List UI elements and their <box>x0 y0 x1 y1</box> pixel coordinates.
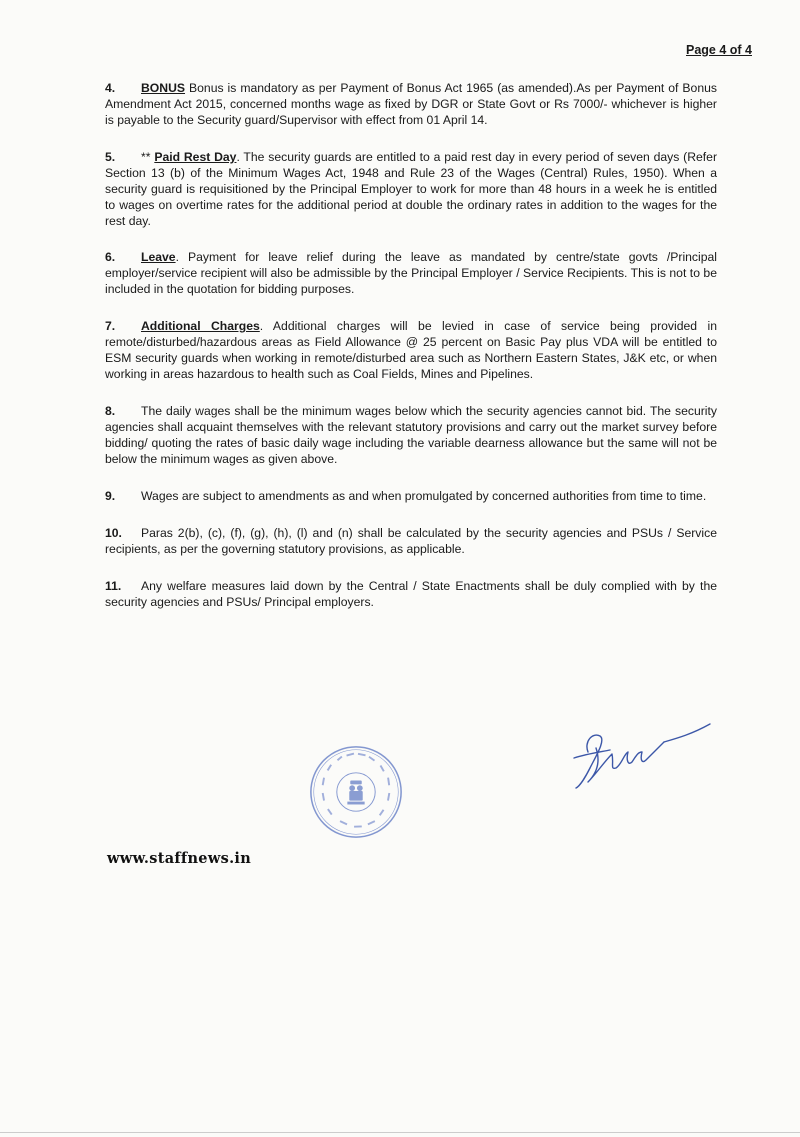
paragraph-text: . Additional charges will be levied in case of service being provided in remote/disturbed/hazardous areas as Field Allowance @ 25 percent on Basic Pay plus VDA will be entitled to ESM security guards when working in remote/disturbed area such as Northern Eastern States, J&K etc, or when working in areas hazardous to health such as Coal Fields, Mines and Pipelines. <box>105 319 717 381</box>
paragraph-10 <box>105 525 717 557</box>
paragraph-9 <box>105 488 717 504</box>
paragraph-marker: ** <box>141 150 155 164</box>
paragraph-7 <box>105 318 717 382</box>
paragraph-number: 7. <box>105 319 116 333</box>
paragraph-text: . Payment for leave relief during the leave as mandated by centre/state govts /Principal employer/service recipient will also be admissible by the Principal Employer / Service Recipients. This is not to be included in the quotation for bidding purposes. <box>105 250 717 296</box>
paragraph-number: 6. <box>105 250 116 264</box>
paragraph-heading: Paid Rest Day <box>154 150 237 164</box>
paragraph-6 <box>105 249 717 297</box>
paragraph-text: Wages are subject to amendments as and when promulgated by concerned authorities from time to time. <box>141 489 707 503</box>
paragraph-4 <box>105 80 717 128</box>
paragraph-number: 4. <box>105 81 116 95</box>
paragraph-text: Paras 2(b), (c), (f), (g), (h), (l) and (n) shall be calculated by the security agencies and PSUs / Service recipients, as per the governing statutory provisions, as applicable. <box>105 526 717 556</box>
signature <box>566 712 716 794</box>
official-seal <box>308 744 404 840</box>
paragraph-11 <box>105 578 717 610</box>
paragraph-text: Bonus is mandatory as per Payment of Bonus Act 1965 (as amended).As per Payment of Bonus Amendment Act 2015, concerned months wage as fixed by DGR or State Govt or Rs 7000/- whichever is higher is payable to the Security guard/Supervisor with effect from 01 April 14. <box>105 81 717 127</box>
paragraph-8 <box>105 403 717 467</box>
paragraph-heading: BONUS <box>141 81 186 95</box>
paragraph-text: . The security guards are entitled to a paid rest day in every period of seven days (Refer Section 13 (b) of the Minimum Wages Act, 1948 and Rule 23 of the Wages (Central) Rules, 1950). When a security guard is requisitioned by the Principal Employer to work for more than 48 hours in a week he is entitled to wages on overtime rates for the additional period at double the ordinary rates in addition to the wages for the rest day. <box>105 150 717 228</box>
paragraph-5 <box>105 149 717 229</box>
website-watermark: www.staffnews.in <box>107 850 252 867</box>
paragraph-text: The daily wages shall be the minimum wages below which the security agencies cannot bid. The security agencies shall acquaint themselves with the relevant statutory provisions and carry out the market survey before bidding/ quoting the rates of basic daily wage including the variable dearness allowance but the same will not be below the minimum wages as given above. <box>105 404 717 466</box>
paragraph-heading: Leave <box>141 250 176 264</box>
page-bottom-edge <box>0 1132 800 1133</box>
paragraph-number: 9. <box>105 489 116 503</box>
paragraph-number: 10. <box>105 526 122 540</box>
paragraph-number: 5. <box>105 150 116 164</box>
paragraph-number: 11. <box>105 579 122 593</box>
paragraph-text: Any welfare measures laid down by the Central / State Enactments shall be duly complied with by the security agencies and PSUs/ Principal employers. <box>105 579 717 609</box>
paragraph-number: 8. <box>105 404 116 418</box>
document-body <box>105 80 717 631</box>
paragraph-heading: Additional Charges <box>141 319 260 333</box>
page-number: Page 4 of 4 <box>686 43 752 57</box>
